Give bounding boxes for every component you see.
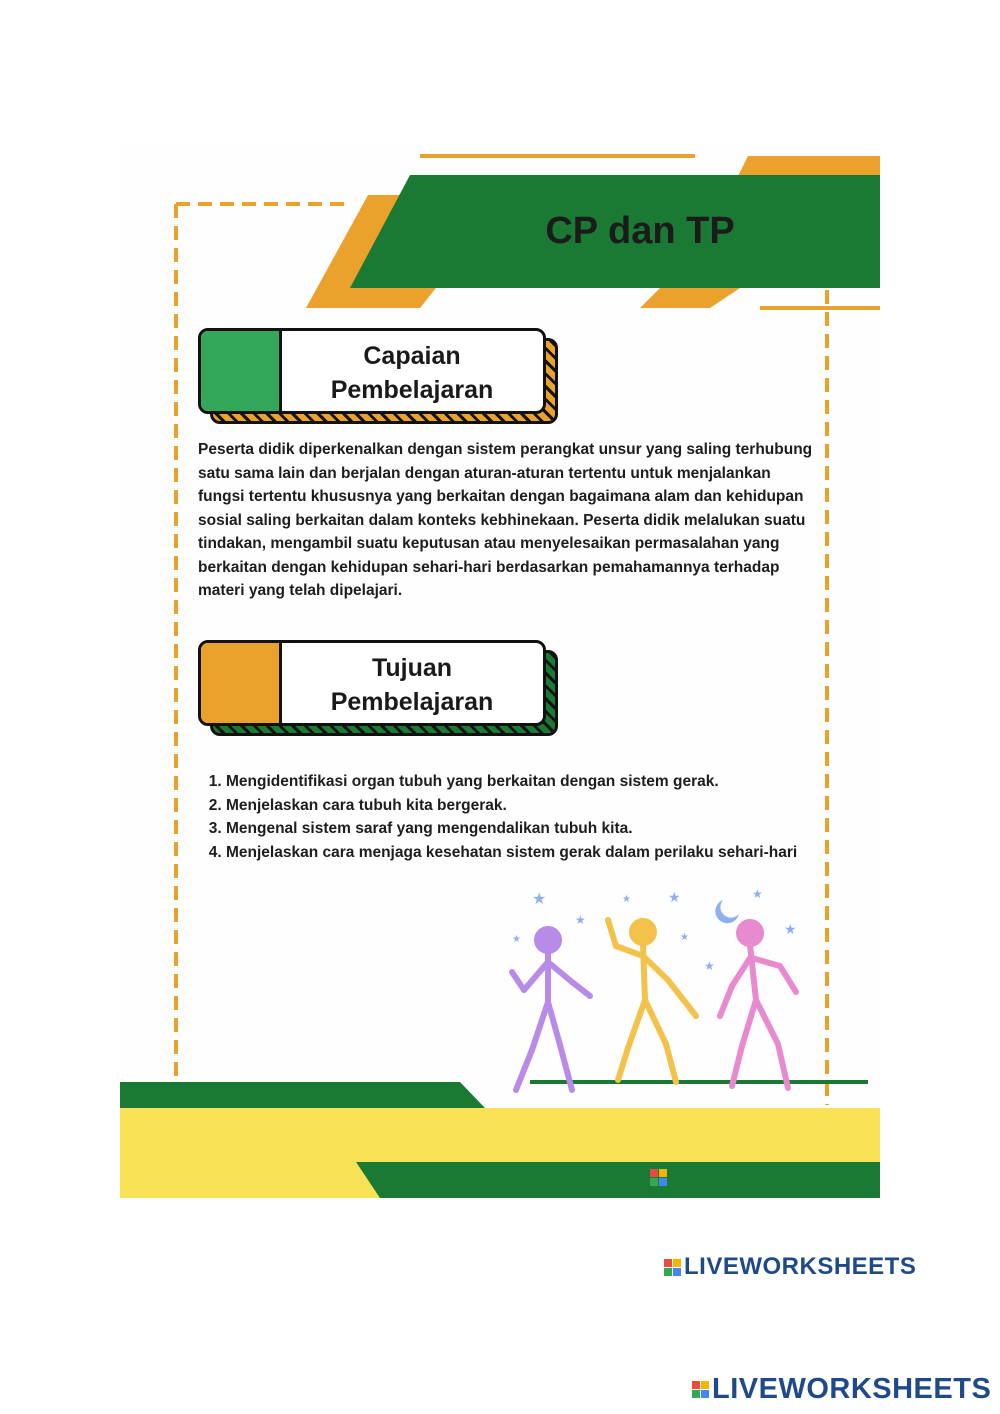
liveworksheets-logo-icon bbox=[650, 1169, 667, 1186]
list-item: 3. Mengenal sistem saraf yang mengendalikan tubuh kita. bbox=[226, 817, 826, 841]
cp-heading-line2: Pembelajaran bbox=[330, 376, 494, 404]
poster-title: CP dan TP bbox=[545, 210, 735, 252]
page-watermark-2 bbox=[692, 1373, 991, 1406]
list-item: 1. Mengidentifikasi organ tubuh yang berkaitan dengan sistem gerak. bbox=[226, 770, 826, 794]
cp-heading-box bbox=[198, 328, 546, 414]
liveworksheets-logo-icon bbox=[692, 1381, 709, 1398]
poster-watermark-text: LIVEWORKSHEETS bbox=[670, 1166, 865, 1188]
cp-heading-line1: Capaian bbox=[363, 342, 461, 370]
svg-text:★: ★ bbox=[680, 932, 689, 943]
svg-text:★: ★ bbox=[532, 889, 547, 908]
svg-text:★: ★ bbox=[512, 934, 521, 945]
tp-heading bbox=[285, 651, 539, 719]
cp-body-text: Peserta didik diperkenalkan dengan sistem perangkat unsur yang saling terhubung satu sama lain dan berjalan dengan aturan-aturan tertentu untuk menjalankan fungsi tertentu khususnya yang berkaitan dengan bagaimana alam dan kehidupan sosial saling berkaitan dalam konteks kebhinekaan. Peserta didik melalukan suatu tindakan, mengambil suatu keputusan atau menyelesaikan permasalahan yang berkaitan dengan kehidupan sehari-hari berdasarkan pemahamannya terhadap materi yang telah dipelajari. bbox=[198, 441, 813, 599]
svg-text:★: ★ bbox=[575, 913, 586, 927]
cp-heading bbox=[285, 339, 539, 407]
svg-text:★: ★ bbox=[752, 887, 763, 901]
page-watermark-2-text: LIVEWORKSHEETS bbox=[712, 1373, 992, 1405]
tp-goals-list bbox=[202, 770, 826, 864]
tp-heading-line2: Pembelajaran bbox=[330, 688, 494, 716]
tp-heading-box bbox=[198, 640, 546, 726]
svg-text:★: ★ bbox=[668, 890, 681, 906]
page-watermark-1-text: LIVEWORKSHEETS bbox=[684, 1253, 917, 1280]
cp-color-swatch bbox=[201, 331, 282, 411]
svg-text:★: ★ bbox=[622, 894, 631, 905]
list-item: 4. Menjelaskan cara menjaga kesehatan sistem gerak dalam perilaku sehari-hari bbox=[226, 841, 826, 865]
tp-heading-line1: Tujuan bbox=[371, 654, 453, 682]
tp-color-swatch bbox=[201, 643, 282, 723]
svg-text:★: ★ bbox=[784, 922, 797, 938]
page-watermark-1 bbox=[664, 1253, 916, 1281]
worksheet-poster bbox=[120, 150, 880, 1198]
poster-watermark bbox=[650, 1166, 865, 1189]
liveworksheets-logo-icon bbox=[664, 1259, 681, 1276]
svg-text:★: ★ bbox=[704, 959, 715, 973]
list-item: 2. Menjelaskan cara tubuh kita bergerak. bbox=[226, 794, 826, 818]
